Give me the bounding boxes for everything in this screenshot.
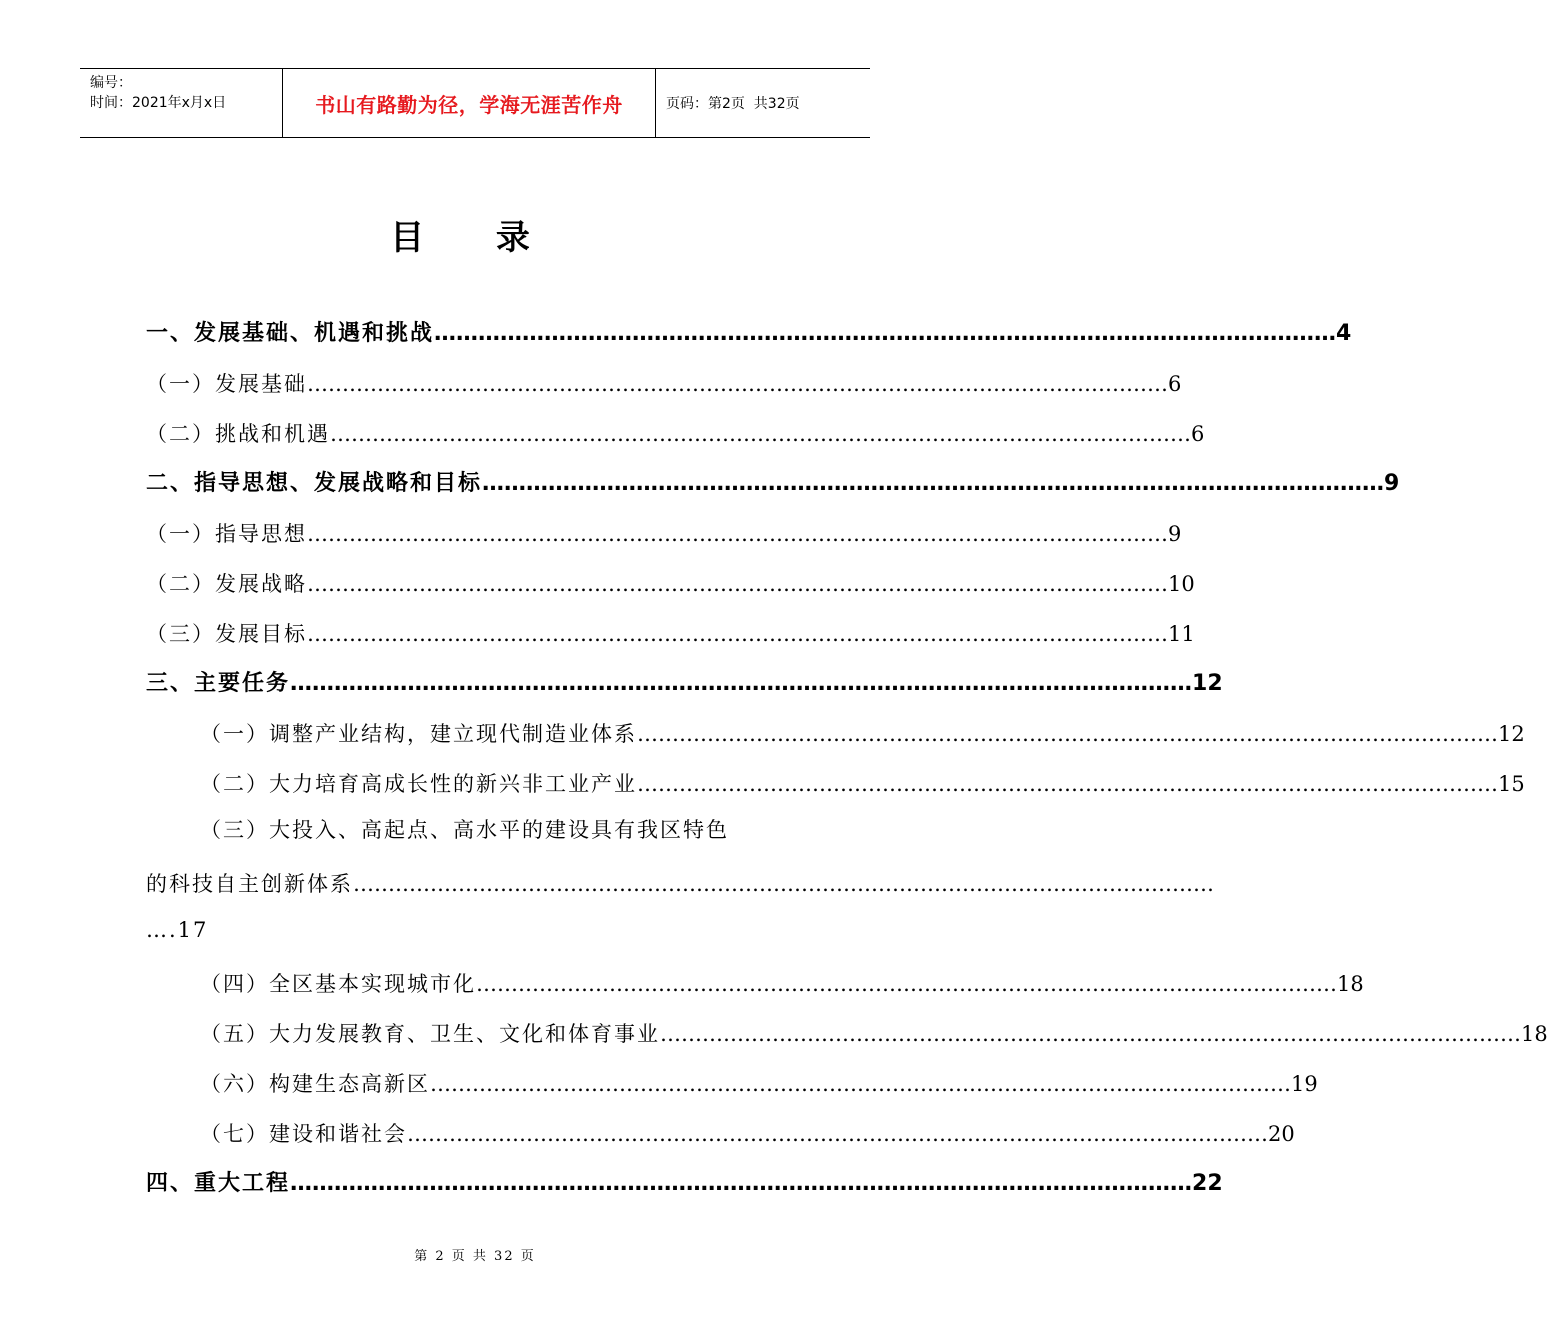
toc-entry-label: 的科技自主创新体系 (146, 872, 353, 896)
toc-entry-label: （一）指导思想 (146, 522, 307, 546)
toc-entry-label: 二、指导思想、发展战略和目标 (146, 471, 483, 496)
toc-entry-label: （一）发展基础 (146, 372, 307, 396)
toc-entry-label: （二）发展战略 (146, 572, 307, 596)
toc-entry-label: （二）挑战和机遇 (146, 422, 330, 446)
toc-entry-label: （一）调整产业结构，建立现代制造业体系 (200, 722, 637, 746)
toc-entry[interactable] (146, 366, 1182, 398)
toc-entry[interactable] (146, 316, 1352, 348)
toc-entry[interactable] (146, 666, 1223, 698)
toc-leader-dots: …………………………………………………………………………………………………………… (307, 372, 1168, 396)
toc-leader-dots: …………………………………………………………………………………………………………… (290, 671, 1193, 696)
toc-entry-label: 三、主要任务 (146, 671, 291, 696)
toc-leader-dots: …………………………………………………………………………………………………………… (660, 1022, 1521, 1046)
toc-entry-page: 6 (1168, 372, 1182, 396)
toc-entry[interactable] (146, 566, 1195, 598)
page-title: 目 录 (390, 218, 560, 258)
toc-leader-dots: …………………………………………………………………………………………………………… (637, 722, 1498, 746)
toc-leader-dots: …………………………………………………………………………………………………………… (353, 872, 1214, 896)
toc-entry[interactable] (200, 966, 1364, 998)
toc-leader-dots: …………………………………………………………………………………………………………… (434, 321, 1337, 346)
toc-entry[interactable] (200, 1016, 1548, 1048)
toc-entry[interactable] (146, 1166, 1223, 1198)
header-page-info (656, 69, 870, 137)
toc-leader-dots: …………………………………………………………………………………………………………… (482, 471, 1385, 496)
toc-entry-label: （三）发展目标 (146, 622, 307, 646)
toc-entry-label: （四）全区基本实现城市化 (200, 972, 476, 996)
toc-entry-label: （七）建设和谐社会 (200, 1122, 407, 1146)
toc-leader-dots: …………………………………………………………………………………………………………… (637, 772, 1498, 796)
toc-leader-dots: …………………………………………………………………………………………………………… (290, 1171, 1193, 1196)
toc-entry-page: 20 (1268, 1122, 1295, 1146)
toc-entry-page: 18 (1521, 1022, 1548, 1046)
header-slogan: 书山有路勤为径，学海无涯苦作舟 (282, 69, 656, 137)
toc-entry-page: 12 (1498, 722, 1525, 746)
toc-leader-dots: …………………………………………………………………………………………………………… (330, 422, 1191, 446)
toc-entry[interactable] (200, 1116, 1295, 1148)
toc-entry[interactable] (146, 416, 1205, 448)
toc-entry[interactable] (200, 716, 1525, 748)
toc-leader-dots: …………………………………………………………………………………………………………… (430, 1072, 1291, 1096)
toc-entry-page: 18 (1337, 972, 1364, 996)
toc-entry-label: （二）大力培育高成长性的新兴非工业产业 (200, 772, 637, 796)
toc-entry[interactable] (146, 466, 1400, 498)
toc-entry-page: 22 (1192, 1171, 1223, 1196)
toc-leader-dots: …………………………………………………………………………………………………………… (307, 522, 1168, 546)
page-info-text: 页码：第2页 共32页 (666, 96, 800, 112)
toc-entry[interactable] (200, 766, 1525, 798)
toc-entry-page: 4 (1336, 321, 1352, 346)
header-meta (80, 69, 282, 137)
toc-entry[interactable] (146, 516, 1182, 548)
toc-entry-page: 19 (1291, 1072, 1318, 1096)
toc-entry-page: 9 (1168, 522, 1182, 546)
toc-entry-page: 15 (1498, 772, 1525, 796)
toc-entry-page: 12 (1192, 671, 1223, 696)
toc-leader-dots: …………………………………………………………………………………………………………… (307, 572, 1168, 596)
toc-entry-wrapped-line[interactable] (146, 866, 1214, 898)
toc-entry[interactable] (146, 616, 1195, 648)
toc-entry-label: 四、重大工程 (146, 1171, 291, 1196)
toc-entry-label: （五）大力发展教育、卫生、文化和体育事业 (200, 1022, 660, 1046)
page-header (80, 68, 870, 138)
number-label: 编号： (90, 75, 132, 91)
toc-leader-dots: …………………………………………………………………………………………………………… (476, 972, 1337, 996)
toc-entry-page: 9 (1384, 471, 1400, 496)
time-label: 时间：2021年x月x日 (90, 95, 227, 111)
toc-leader-dots: …………………………………………………………………………………………………………… (407, 1122, 1268, 1146)
toc-entry-label: 一、发展基础、机遇和挑战 (146, 321, 435, 346)
toc-entry-page: 10 (1168, 572, 1195, 596)
toc-entry-wrapped-line[interactable]: （三）大投入、高起点、高水平的建设具有我区特色 (200, 818, 729, 842)
toc-leader-dots: …………………………………………………………………………………………………………… (307, 622, 1168, 646)
toc-entry-page: 11 (1168, 622, 1195, 646)
toc-entry-label: （六）构建生态高新区 (200, 1072, 430, 1096)
toc-entry-page: 6 (1191, 422, 1205, 446)
toc-entry-wrapped-page[interactable]: ….17 (146, 918, 209, 942)
page-footer: 第 2 页 共 32 页 (414, 1249, 536, 1264)
toc-entry[interactable] (200, 1066, 1318, 1098)
